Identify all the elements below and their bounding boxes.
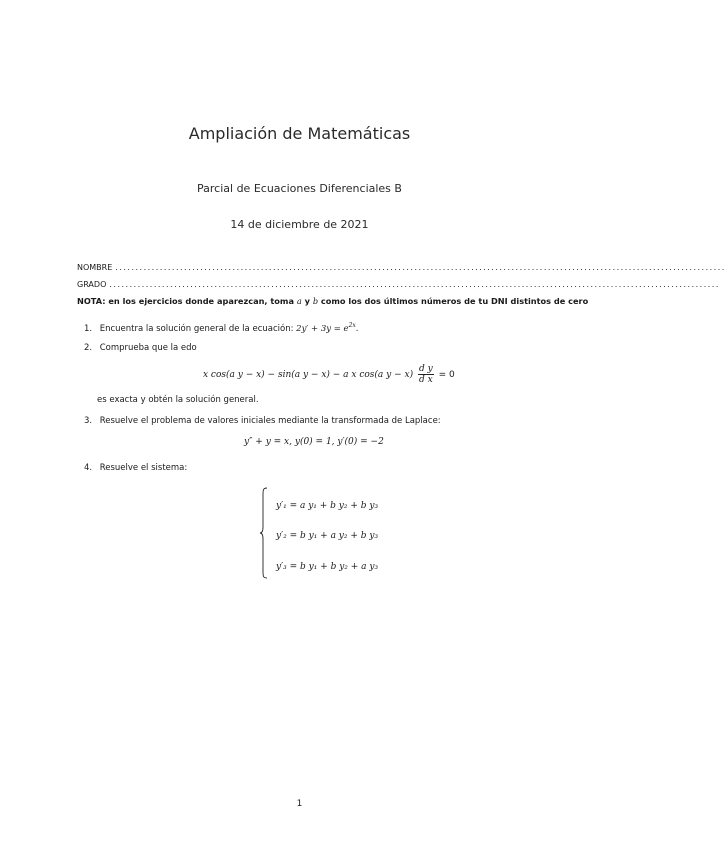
note-conj: y: [304, 296, 310, 306]
document-title: Ampliación de Matemáticas: [188, 124, 411, 143]
fraction-denominator: d x: [418, 375, 433, 385]
exercise-2: [84, 343, 197, 353]
name-field-dots: .......................................................................................................................................................: [115, 263, 726, 272]
exercise-text: Comprueba que la edo: [99, 343, 197, 353]
exercise-end: .: [355, 323, 359, 334]
derivative-fraction: [418, 364, 434, 385]
degree-field: [77, 280, 720, 289]
system-equation-1: y′₁ = a y₁ + b y₂ + b y₃: [276, 501, 379, 511]
left-brace-icon: [259, 487, 269, 579]
system-equation-2: y′₂ = b y₁ + a y₂ + b y₃: [276, 531, 379, 541]
exercise-text: Resuelve el problema de valores iniciales mediante la transformada de Laplace:: [99, 416, 441, 426]
exercise-number: 2.: [84, 343, 93, 353]
exercise-2-after: es exacta y obtén la solución general.: [97, 395, 259, 405]
note-var-b: b: [312, 296, 319, 306]
exercise-text: Resuelve el sistema:: [99, 463, 188, 473]
degree-field-label: GRADO: [77, 280, 107, 289]
exercise-3: [84, 416, 441, 426]
note-tail: como los dos últimos números de tu DNI distintos de cero: [320, 296, 589, 306]
exercise-text: Encuentra la solución general de la ecuación:: [99, 323, 294, 334]
exercise-exponent: 2x: [348, 322, 356, 329]
exercise-number: 1.: [84, 323, 93, 334]
exercise-number: 4.: [84, 463, 93, 473]
exercise-number: 3.: [84, 416, 93, 426]
exercise-3-equation: y″ + y = x, y(0) = 1, y′(0) = −2: [244, 437, 384, 447]
exam-subtitle: Parcial de Ecuaciones Diferenciales B: [197, 182, 402, 195]
page-number: 1: [296, 799, 303, 809]
system-equation-3: y′₃ = b y₁ + b y₂ + a y₃: [276, 562, 379, 572]
exam-note: [77, 296, 589, 306]
exercise-equation: 2y′ + 3y = e: [296, 323, 349, 334]
exercise-1: [84, 322, 359, 334]
note-lead: NOTA: en los ejercicios donde aparezcan, toma: [77, 296, 294, 306]
equation-left: x cos(a y − x) − sin(a y − x) − a x cos(a y − x): [203, 370, 414, 380]
name-field: [77, 263, 726, 272]
equation-right: = 0: [438, 370, 455, 380]
exercise-2-equation: [203, 364, 455, 385]
degree-field-dots: .......................................................................................................................................................: [109, 280, 720, 289]
name-field-label: NOMBRE: [77, 263, 113, 272]
fraction-numerator: d y: [418, 364, 433, 374]
note-var-a: a: [296, 296, 302, 306]
exercise-4: [84, 463, 187, 473]
exam-date: 14 de diciembre de 2021: [230, 218, 369, 231]
